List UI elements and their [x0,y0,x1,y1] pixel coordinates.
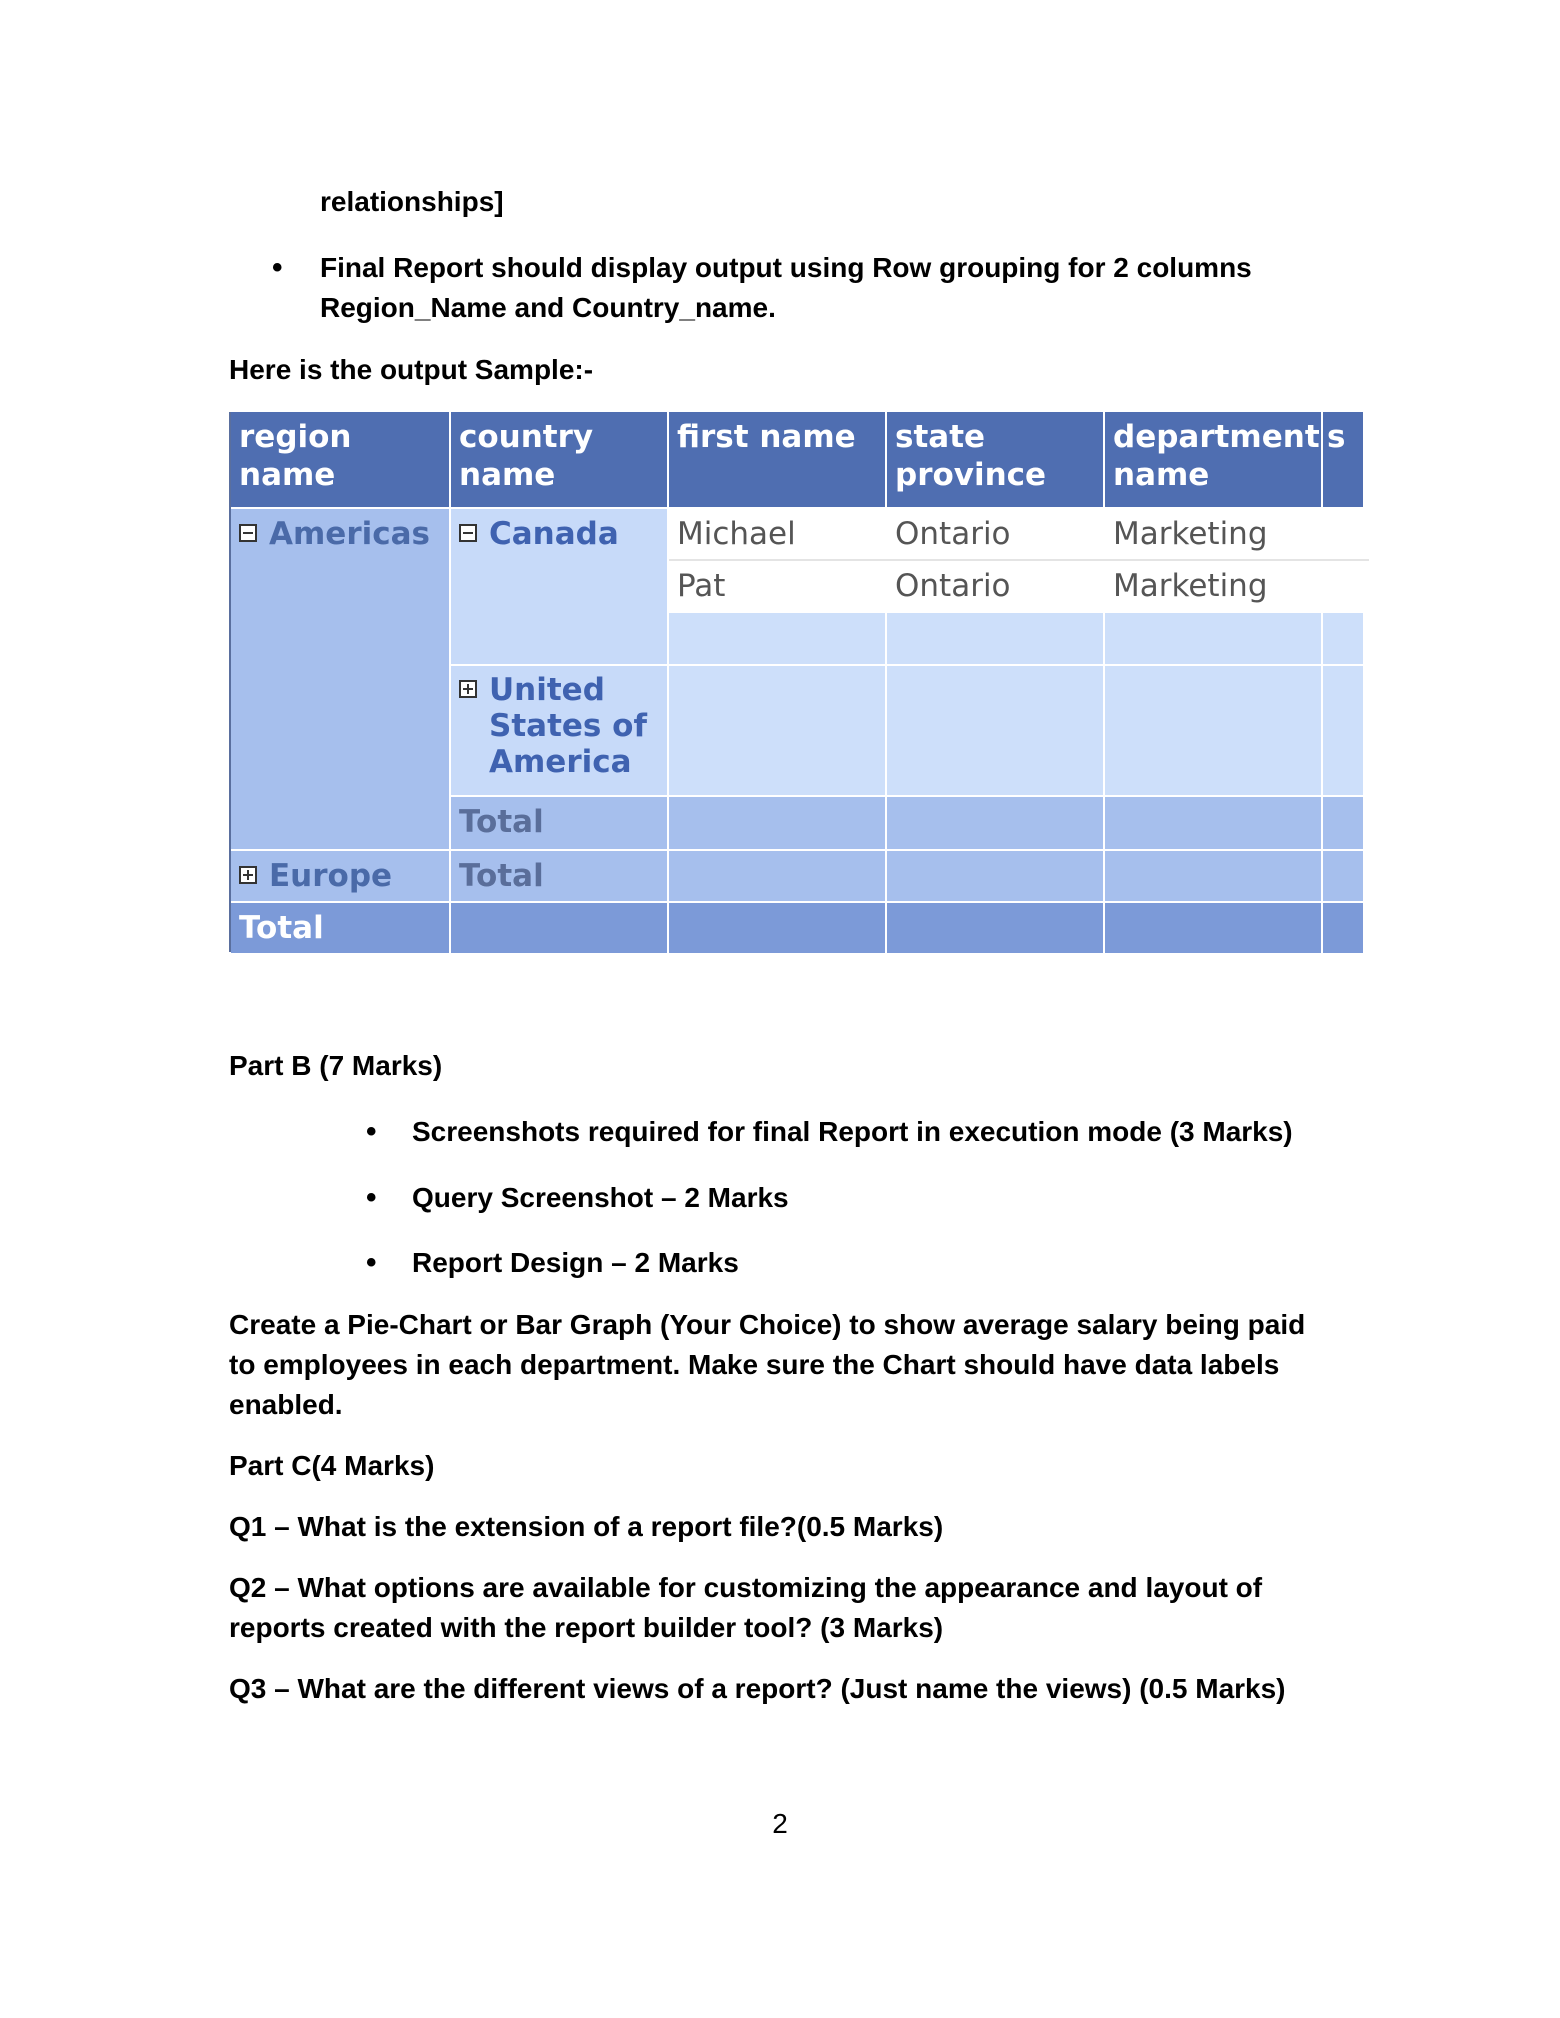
header-state-province: state province [887,412,1103,507]
table-cell-subtotal [669,851,885,901]
collapse-icon[interactable] [239,524,257,542]
bullet-dot: • [366,1181,377,1214]
part-b-heading: Part B (7 Marks) [229,1050,443,1081]
chart-instruction-line-2: to employees in each department. Make sure the Chart should have data labels [229,1349,1280,1380]
table-cell-grand-total [887,903,1103,953]
americas-total-label: Total [451,797,667,849]
question-2-line-1: Q2 – What options are available for customizing the appearance and layout of [229,1572,1263,1603]
collapse-icon[interactable] [459,524,477,542]
table-cell-department: Marketing [1105,561,1321,611]
table-cell-state: Ontario [887,561,1103,611]
part-c-heading: Part C(4 Marks) [229,1450,435,1481]
table-cell-state: Ontario [887,509,1103,559]
expand-icon[interactable] [239,866,257,884]
question-1: Q1 – What is the extension of a report file?(0.5 Marks) [229,1511,944,1542]
table-cell-empty [669,666,885,795]
bullet-text-continued: Region_Name and Country_name. [320,292,776,323]
table-cell-empty [1105,613,1321,664]
header-region-name: region name [231,412,449,507]
table-cell-empty [1105,666,1321,795]
question-2-line-2: reports created with the report builder tool? (3 Marks) [229,1612,944,1643]
part-b-bullet-3: Report Design – 2 Marks [412,1247,739,1278]
header-first-name: first name [669,412,885,507]
bullet-dot: • [366,1246,377,1279]
grand-total-label: Total [231,903,449,953]
country-group-canada[interactable]: Canada [451,509,667,664]
table-cell-empty [887,613,1103,664]
table-cell-cutoff [1323,509,1363,559]
table-cell-empty [1323,666,1363,795]
table-cell-subtotal [669,797,885,849]
bullet-dot: • [366,1115,377,1148]
sample-heading: Here is the output Sample:- [229,354,594,385]
table-cell-subtotal [1105,797,1321,849]
report-sample-table [229,412,1346,952]
table-cell-first-name: Michael [669,509,885,559]
continued-text: relationships] [320,186,504,217]
chart-instruction-line-3: enabled. [229,1389,343,1420]
table-cell-subtotal [1105,851,1321,901]
header-cutoff-column: s [1323,412,1363,507]
country-group-usa[interactable]: United States of America [451,666,667,795]
table-cell-first-name: Pat [669,561,885,611]
europe-total-label: Total [451,851,667,901]
table-cell-subtotal [887,851,1103,901]
expand-icon[interactable] [459,680,477,698]
table-cell-cutoff [1323,561,1363,611]
table-cell-grand-total [451,903,667,953]
table-cell-department: Marketing [1105,509,1321,559]
table-cell-empty [1323,613,1363,664]
header-country-name: country name [451,412,667,507]
table-cell-empty [887,666,1103,795]
table-cell-grand-total [1105,903,1321,953]
chart-instruction-line-1: Create a Pie-Chart or Bar Graph (Your Choice) to show average salary being paid [229,1309,1306,1340]
table-cell-grand-total [1323,903,1363,953]
region-group-europe[interactable]: Europe [231,851,449,901]
table-cell-empty [669,613,885,664]
question-3: Q3 – What are the different views of a report? (Just name the views) (0.5 Marks) [229,1673,1286,1704]
table-cell-subtotal [887,797,1103,849]
region-group-americas[interactable]: Americas [231,509,449,849]
page-number: 2 [772,1808,788,1839]
bullet-dot: • [272,251,283,284]
header-department-name: department name [1105,412,1321,507]
table-cell-subtotal [1323,797,1363,849]
table-cell-grand-total [669,903,885,953]
part-b-bullet-2: Query Screenshot – 2 Marks [412,1182,789,1213]
part-b-bullet-1: Screenshots required for final Report in execution mode (3 Marks) [412,1116,1293,1147]
table-cell-subtotal [1323,851,1363,901]
bullet-text: Final Report should display output using Row grouping for 2 columns [320,252,1252,283]
